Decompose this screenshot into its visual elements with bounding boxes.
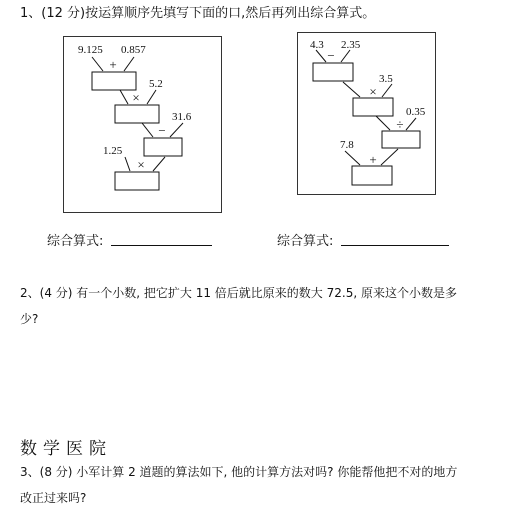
question-1-text: 1、(12 分)按运算顺序先填写下面的口,然后再列出综合算式。 — [20, 6, 376, 21]
number-right-1: 4.3 — [310, 39, 324, 51]
number-right-4: 0.35 — [406, 106, 426, 118]
operator-right-2: × — [369, 84, 377, 99]
number-right-2: 2.35 — [341, 39, 361, 51]
formula-answer-line-right — [341, 245, 449, 246]
blank-box-right-4 — [352, 166, 392, 185]
blank-box-right-3 — [382, 131, 420, 148]
blank-box-right-2 — [353, 98, 393, 116]
operator-left-3: − — [158, 123, 166, 138]
number-left-3: 5.2 — [149, 78, 163, 90]
question-2-line-2: 少? — [20, 312, 39, 326]
section-title: 数学医院 — [20, 439, 112, 459]
number-left-4: 31.6 — [172, 111, 192, 123]
number-right-5: 7.8 — [340, 139, 354, 151]
operator-right-4: + — [369, 152, 377, 167]
number-right-3: 3.5 — [379, 73, 393, 85]
number-left-1: 9.125 — [78, 44, 103, 56]
operator-right-3: ÷ — [396, 117, 404, 132]
operator-left-1: + — [109, 57, 117, 72]
operator-left-2: × — [132, 90, 140, 105]
question-2-line-1: 2、(4 分) 有一个小数, 把它扩大 11 倍后就比原来的数大 72.5, 原来这个小数是多 — [20, 286, 457, 300]
number-left-5: 1.25 — [103, 145, 123, 157]
question-3-line-1: 3、(8 分) 小军计算 2 道题的算法如下, 他的计算方法对吗? 你能帮他把不对的地方 — [20, 465, 458, 479]
question-3-line-2: 改正过来吗? — [20, 491, 87, 505]
formula-answer-line-left — [111, 245, 212, 246]
formula-label-left: 综合算式: — [47, 234, 104, 249]
operator-left-4: × — [137, 157, 145, 172]
blank-box-right-1 — [313, 63, 353, 81]
formula-label-right: 综合算式: — [277, 234, 334, 249]
number-left-2: 0.857 — [121, 44, 146, 56]
operator-right-1: − — [327, 48, 335, 63]
